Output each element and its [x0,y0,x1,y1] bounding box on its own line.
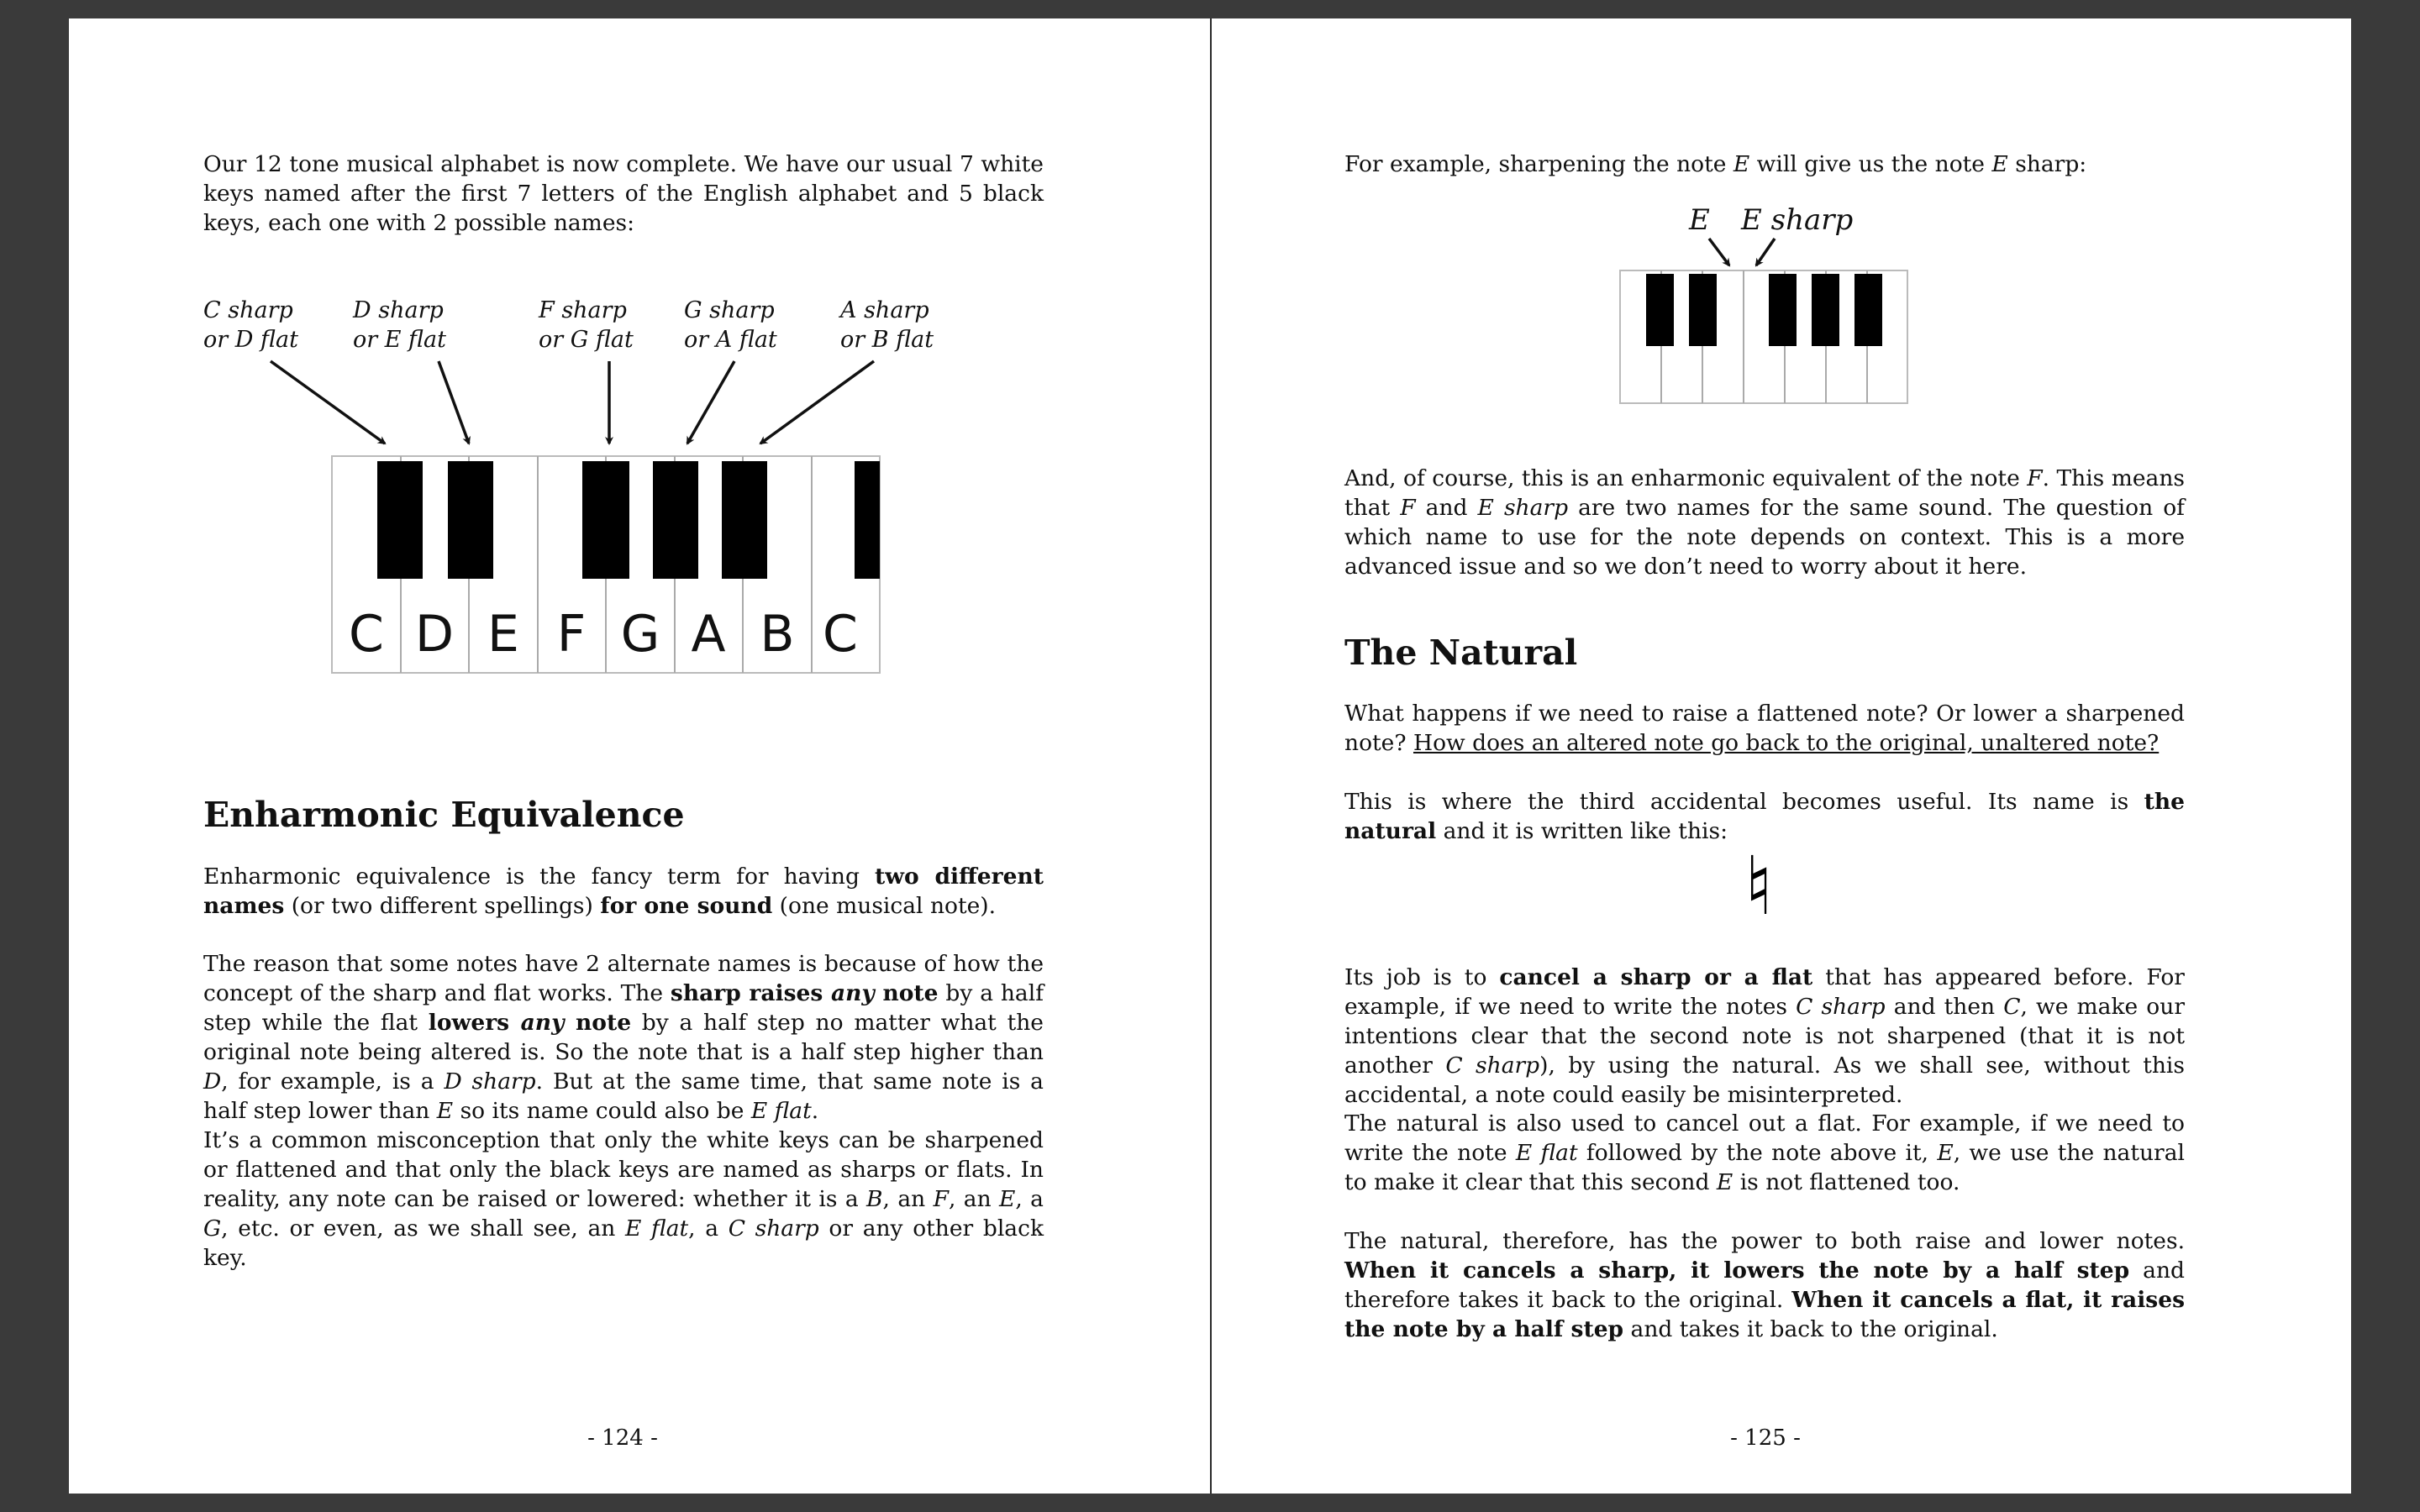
black-key-d-sharp [448,461,493,579]
left-paragraph-1: Enharmonic equivalence is the fancy term for having two different names (or two different spellings) for one sound (one musical note). [203,864,1044,919]
key-letter: C [349,605,384,664]
arrow-d-sharp [439,361,469,444]
page-number-right: - 125 - [1730,1425,1801,1451]
left-paragraph-3: It’s a common misconception that only the white keys can be sharpened or flattened and that only the black keys are named as sharps or flats. In reality, any note can be raised or lowered: whether it is a B, an F, an E, a G, etc. or even, as we shall see, an E flat, a C sharp or any other black key. [203,1127,1044,1271]
label-c-sharp: C sharp or D flat [203,297,298,353]
key-letter: D [414,605,455,664]
black-key-arrows [0,0,1210,504]
label-f-sharp: F sharp or G flat [539,297,634,353]
arrow-g-sharp [687,361,734,444]
right-paragraph-enharmonic: And, of course, this is an enharmonic equivalent of the note F. This means that F and E sharp are two names for the same sound. The question of which name to use for the note depends on context. This is a more advanced issue and so we don’t need to worry about it here. [1344,465,2185,580]
black-key-partial [855,461,880,579]
arrow-c-sharp [271,361,385,444]
heading-the-natural: The Natural [1344,633,1578,673]
small-keyboard-diagram [1620,270,1910,405]
key-letter: F [556,605,587,664]
black-key-f-sharp [582,461,629,579]
right-paragraph-third-accidental: This is where the third accidental becomes useful. Its name is the natural and it is written like this: [1344,789,2185,844]
black-key-c-sharp [377,461,423,579]
black-key-g-sharp [653,461,698,579]
black-key-a-sharp [722,461,767,579]
key-letter: C [823,605,858,664]
key-letter: A [691,605,726,664]
right-paragraph-job: Its job is to cancel a sharp or a flat that has appeared before. For example, if we need to write the notes C sharp and then C, we make our intentions clear that the second note is not sharpened (that it is not another C sharp), by using the natural. As we shall see, without this accidental, a note could easily be misinterpreted. [1344,964,2185,1108]
right-paragraph-power: The natural, therefore, has the power to both raise and lower notes. When it cancels a sharp, it lowers the note by a half step and therefore takes it back to the original. When it cancels a flat, it raises the note by a half step and takes it back to the original. [1344,1228,2185,1342]
natural-symbol-icon: ♮ [1744,839,1774,933]
arrow-a-sharp [760,361,874,444]
label-e: E [1689,203,1710,237]
key-letter: G [620,605,660,664]
page-number-left: - 124 - [587,1425,658,1451]
label-g-sharp: G sharp or A flat [684,297,777,353]
right-paragraph-cancel-flat: The natural is also used to cancel out a flat. For example, if we need to write the note E flat followed by the note above it, E, we use the natural to make it clear that this second E is not flattened too. [1344,1110,2185,1195]
key-letter: B [760,605,795,664]
key-letter: E [487,605,519,664]
right-paragraph-question: What happens if we need to raise a flattened note? Or lower a sharpened note? How does an altered note go back to the original, unaltered note? [1344,701,2185,756]
label-a-sharp: A sharp or B flat [840,297,934,353]
heading-enharmonic-equivalence: Enharmonic Equivalence [203,795,685,835]
page-divider [1210,18,1212,1494]
right-intro-paragraph: For example, sharpening the note E will give us the note E sharp: [1344,151,2087,177]
keyboard-diagram [332,456,882,675]
left-intro-paragraph: Our 12 tone musical alphabet is now complete. We have our usual 7 white keys named after the first 7 letters of the English alphabet and 5 black keys, each one with 2 possible names: [203,151,1044,236]
label-e-sharp: E sharp [1741,203,1854,237]
label-d-sharp: D sharp or E flat [353,297,446,353]
left-paragraph-2: The reason that some notes have 2 alternate names is because of how the concept of the sharp and flat works. The sharp raises any note by a half step while the flat lowers any note by a half step no matter what the original note being altered is. So the note that is a half step higher than D, for example, is a D sharp. But at the same time, that same note is a half step lower than E so its name could also be E flat. [203,951,1044,1124]
